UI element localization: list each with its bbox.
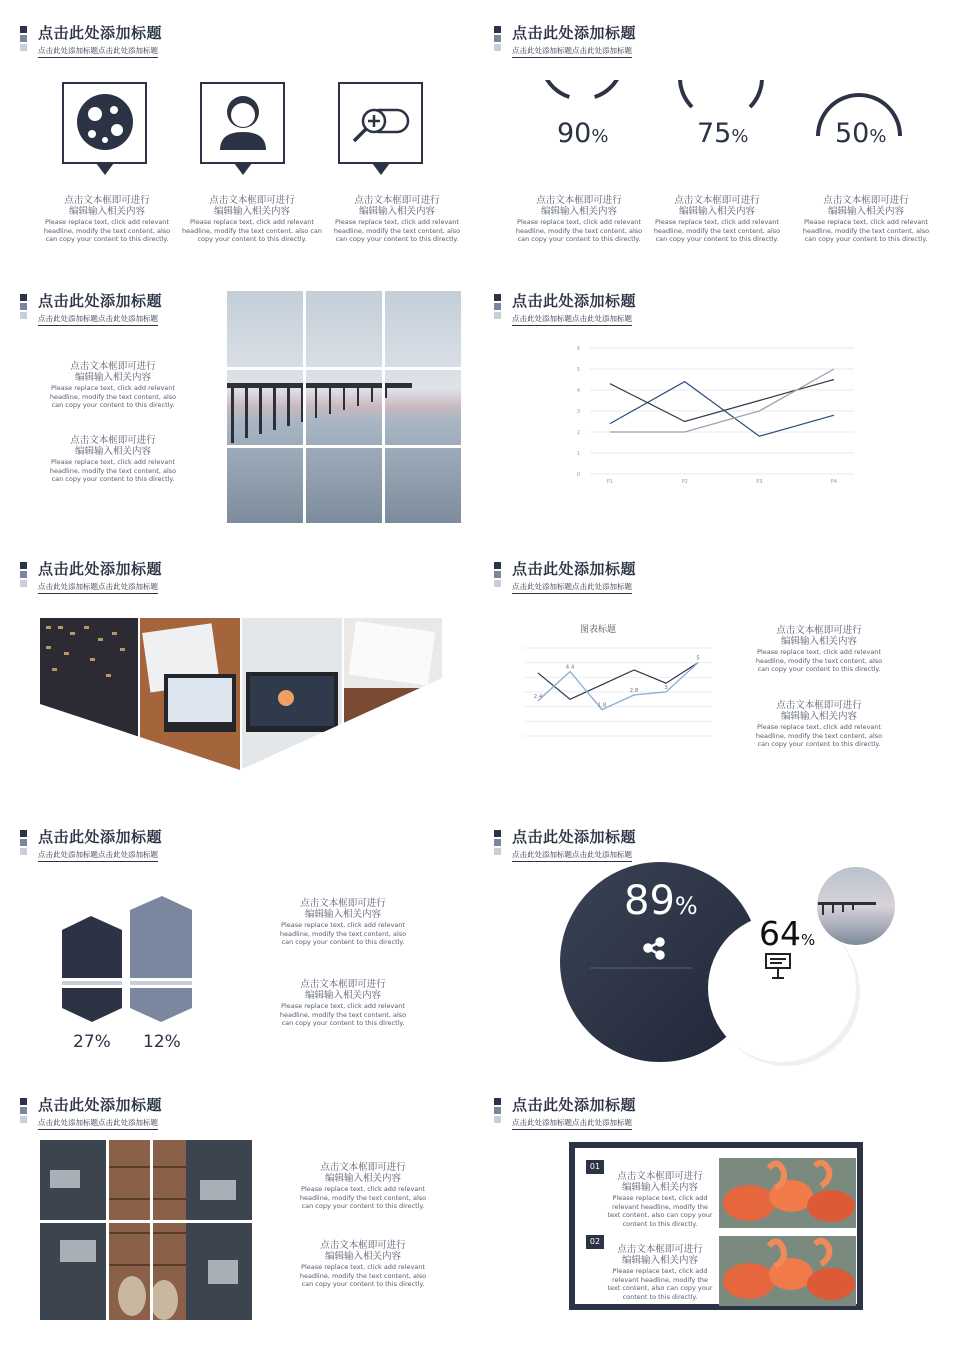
text-box[interactable]: 点击文本框即可进行 编辑输入相关内容 Please replace text, click add relevant headline, modify the text content, also can copy your content to this directly. bbox=[299, 1162, 427, 1210]
stat-big: 89% bbox=[624, 878, 698, 924]
header-mark bbox=[494, 562, 502, 588]
line-chart bbox=[518, 624, 718, 744]
collage-photos bbox=[40, 618, 442, 772]
x-tick-label: P3 bbox=[756, 479, 763, 485]
header-mark bbox=[20, 294, 28, 320]
slide-subtitle[interactable]: 点击此处添加标题点击此处添加标题 bbox=[512, 313, 632, 326]
circle-stats bbox=[560, 862, 900, 1066]
x-tick-label: P4 bbox=[830, 479, 838, 485]
x-tick-label: P2 bbox=[681, 479, 688, 485]
gauge-value-2: 75% bbox=[697, 118, 749, 149]
text-box[interactable]: 点击文本框即可进行 编辑输入相关内容 Please replace text, click add relevant headline, modify the text content, also can copy your content to this directly. bbox=[607, 1244, 713, 1301]
globe-icon bbox=[62, 82, 148, 180]
series-line bbox=[538, 663, 698, 710]
slide-9 bbox=[0, 1072, 470, 1334]
item-number: 02 bbox=[586, 1235, 604, 1249]
y-tick-label: 4 bbox=[576, 388, 580, 394]
pier-photo-grid bbox=[227, 291, 461, 523]
slide-subtitle[interactable]: 点击此处添加标题点击此处添加标题 bbox=[38, 313, 158, 326]
slide-title[interactable]: 点击此处添加标题 bbox=[38, 24, 163, 42]
slide-3 bbox=[0, 268, 470, 530]
text-box[interactable]: 点击文本框即可进行 编辑输入相关内容 Please replace text, click add relevant headline, modify the text content, also can copy your content to this directly. bbox=[43, 195, 171, 243]
slide-title[interactable]: 点击此处添加标题 bbox=[38, 560, 163, 578]
text-box[interactable]: 点击文本框即可进行 编辑输入相关内容 Please replace text, click add relevant headline, modify the text content, also can copy your content to this directly. bbox=[755, 625, 883, 673]
x-tick-label: P1 bbox=[606, 479, 614, 485]
slide-title[interactable]: 点击此处添加标题 bbox=[512, 292, 637, 310]
flamingo-photo bbox=[719, 1158, 856, 1228]
y-tick-label: 3 bbox=[576, 409, 580, 415]
line-chart bbox=[564, 340, 864, 490]
hexagon-bars bbox=[58, 894, 198, 1024]
gauge-value-3: 50% bbox=[835, 118, 887, 149]
gauge-value-1: 90% bbox=[557, 118, 609, 149]
text-box[interactable]: 点击文本框即可进行 编辑输入相关内容 Please replace text, click add relevant headline, modify the text content, also can copy your content to this directly. bbox=[515, 195, 643, 243]
slide-title[interactable]: 点击此处添加标题 bbox=[512, 24, 637, 42]
data-label: 3 bbox=[664, 685, 668, 691]
header-mark bbox=[494, 26, 502, 52]
text-box[interactable]: 点击文本框即可进行 编辑输入相关内容 Please replace text, click add relevant headline, modify the text content, also can copy your content to this directly. bbox=[49, 435, 177, 483]
header-mark bbox=[20, 830, 28, 856]
slide-subtitle[interactable]: 点击此处添加标题点击此处添加标题 bbox=[38, 849, 158, 862]
hex-bar-1 bbox=[62, 916, 122, 978]
data-label: 2.8 bbox=[629, 687, 639, 694]
series-line bbox=[610, 380, 834, 422]
hex-bar-2 bbox=[130, 896, 192, 978]
y-tick-label: 6 bbox=[576, 346, 580, 352]
y-tick-label: 0 bbox=[576, 472, 580, 478]
bar-value-2: 12% bbox=[143, 1032, 181, 1052]
chart-title: 图表标题 bbox=[579, 625, 617, 635]
bar-value-1: 27% bbox=[73, 1032, 111, 1052]
boardwalk-photo-grid bbox=[40, 1140, 252, 1320]
gauge-arc bbox=[541, 80, 623, 97]
slide-subtitle[interactable]: 点击此处添加标题点击此处添加标题 bbox=[512, 1117, 632, 1130]
y-tick-label: 5 bbox=[576, 367, 580, 373]
slide-5 bbox=[0, 536, 470, 798]
series-line bbox=[538, 663, 698, 700]
slide-subtitle[interactable]: 点击此处添加标题点击此处添加标题 bbox=[38, 1117, 158, 1130]
text-box[interactable]: 点击文本框即可进行 编辑输入相关内容 Please replace text, click add relevant headline, modify the text content, also can copy your content to this directly. bbox=[607, 1171, 713, 1228]
text-box[interactable]: 点击文本框即可进行 编辑输入相关内容 Please replace text, click add relevant headline, modify the text content, also can copy your content to this directly. bbox=[299, 1240, 427, 1288]
header-mark bbox=[494, 294, 502, 320]
slide-title[interactable]: 点击此处添加标题 bbox=[38, 292, 163, 310]
text-box[interactable]: 点击文本框即可进行 编辑输入相关内容 Please replace text, click add relevant headline, modify the text content, also can copy your content to this directly. bbox=[279, 979, 407, 1027]
slide-1 bbox=[0, 0, 470, 262]
text-box[interactable]: 点击文本框即可进行 编辑输入相关内容 Please replace text, click add relevant headline, modify the text content, also can copy your content to this directly. bbox=[802, 195, 930, 243]
text-box[interactable]: 点击文本框即可进行 编辑输入相关内容 Please replace text, click add relevant headline, modify the text content, also can copy your content to this directly. bbox=[653, 195, 781, 243]
user-icon bbox=[200, 82, 286, 180]
flamingo-photo bbox=[719, 1236, 856, 1306]
data-label: 4.4 bbox=[565, 664, 575, 671]
search-add-icon bbox=[338, 82, 424, 180]
slide-4 bbox=[474, 268, 944, 530]
slide-title[interactable]: 点击此处添加标题 bbox=[38, 828, 163, 846]
gauge-arc bbox=[680, 80, 762, 107]
text-box[interactable]: 点击文本框即可进行 编辑输入相关内容 Please replace text, click add relevant headline, modify the text content, also can copy your content to this directly. bbox=[755, 700, 883, 748]
slide-8 bbox=[474, 804, 944, 1066]
text-box[interactable]: 点击文本框即可进行 编辑输入相关内容 Please replace text, click add relevant headline, modify the text content, also can copy your content to this directly. bbox=[49, 361, 177, 409]
slide-10 bbox=[474, 1072, 944, 1334]
slide-6 bbox=[474, 536, 944, 798]
slide-subtitle[interactable]: 点击此处添加标题点击此处添加标题 bbox=[38, 581, 158, 594]
slide-title[interactable]: 点击此处添加标题 bbox=[512, 560, 637, 578]
header-mark bbox=[494, 1098, 502, 1124]
slide-title[interactable]: 点击此处添加标题 bbox=[38, 1096, 163, 1114]
slide-subtitle[interactable]: 点击此处添加标题点击此处添加标题 bbox=[512, 581, 632, 594]
slide-subtitle[interactable]: 点击此处添加标题点击此处添加标题 bbox=[512, 849, 632, 862]
slide-7 bbox=[0, 804, 470, 1066]
data-label: 5 bbox=[696, 655, 700, 662]
header-mark bbox=[494, 830, 502, 856]
item-number: 01 bbox=[586, 1160, 604, 1174]
y-tick-label: 1 bbox=[576, 451, 580, 457]
header-mark bbox=[20, 26, 28, 52]
data-label: 2.4 bbox=[533, 693, 543, 700]
slide-title[interactable]: 点击此处添加标题 bbox=[512, 828, 637, 846]
slide-subtitle[interactable]: 点击此处添加标题点击此处添加标题 bbox=[38, 45, 158, 58]
slide-2 bbox=[474, 0, 944, 262]
header-mark bbox=[20, 562, 28, 588]
text-box[interactable]: 点击文本框即可进行 编辑输入相关内容 Please replace text, click add relevant headline, modify the text content, also can copy your content to this directly. bbox=[182, 195, 322, 243]
text-box[interactable]: 点击文本框即可进行 编辑输入相关内容 Please replace text, click add relevant headline, modify the text content, also can copy your content to this directly. bbox=[279, 898, 407, 946]
header-mark bbox=[20, 1098, 28, 1124]
text-box[interactable]: 点击文本框即可进行 编辑输入相关内容 Please replace text, click add relevant headline, modify the text content, also can copy your content to this directly. bbox=[333, 195, 461, 243]
slide-title[interactable]: 点击此处添加标题 bbox=[512, 1096, 637, 1114]
data-label: 1.8 bbox=[597, 702, 607, 709]
stat-small: 64% bbox=[759, 914, 816, 953]
slide-subtitle[interactable]: 点击此处添加标题点击此处添加标题 bbox=[512, 45, 632, 58]
y-tick-label: 2 bbox=[576, 430, 580, 436]
